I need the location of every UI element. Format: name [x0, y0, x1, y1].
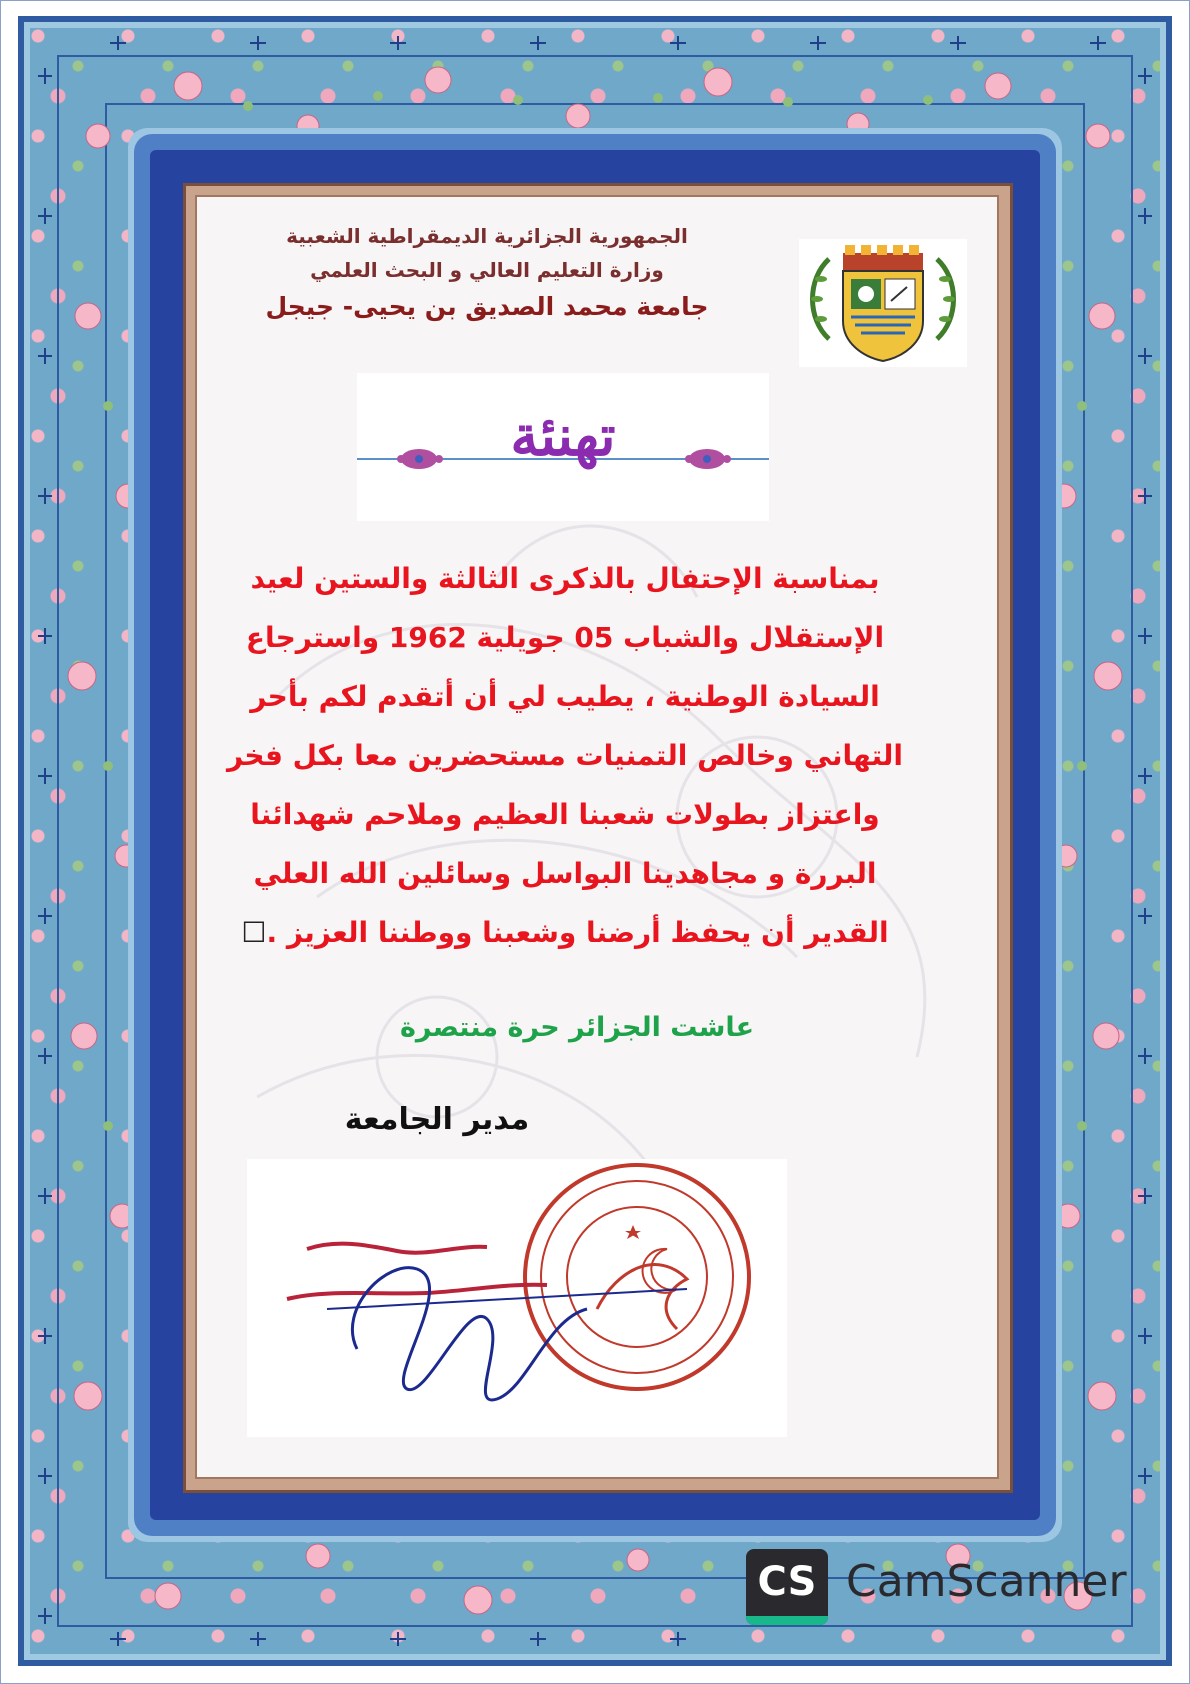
message-line-last	[205, 903, 925, 962]
signer-title: مدير الجامعة	[344, 1102, 530, 1137]
university-crest-icon	[799, 239, 967, 367]
camscanner-badge-bar	[746, 1616, 828, 1625]
message-line: البررة و مجاهدينا البواسل وسائلين الله العلي	[253, 857, 877, 890]
missing-glyph-box: ☐	[241, 916, 267, 949]
official-stamp-icon	[525, 1165, 749, 1389]
message-line-text: القدير أن يحفظ أرضنا وشعبنا ووطننا العزيز .	[266, 916, 889, 949]
camscanner-watermark: CamScanner	[846, 1556, 1127, 1607]
message-line: بمناسبة الإحتفال بالذكرى الثالثة والستين لعيد	[250, 562, 880, 595]
tahnia-banner	[357, 373, 769, 521]
header-block	[237, 219, 737, 327]
message-line: الإستقلال والشباب 05 جويلية 1962 واسترجاع	[245, 621, 885, 654]
signature-area	[247, 1159, 787, 1437]
message-line: التهاني وخالص التمنيات مستحضرين معا بكل فخر	[226, 739, 904, 772]
certificate-panel	[195, 195, 999, 1479]
independence-slogan: عاشت الجزائر حرة منتصرة	[399, 1012, 755, 1043]
signature-icon	[287, 1244, 687, 1400]
camscanner-logo-icon	[746, 1549, 828, 1625]
university-name: جامعة محمد الصديق بن يحيى- جيجل	[265, 292, 709, 321]
message-line: السيادة الوطنية ، يطيب لي أن أتقدم لكم بأحر	[250, 680, 880, 713]
tahnia-heading: تهنئة	[510, 403, 616, 469]
republic-name: الجمهورية الجزائرية الديمقراطية الشعبية	[286, 224, 688, 248]
congratulation-message	[205, 549, 925, 962]
ministry-name: وزارة التعليم العالي و البحث العلمي	[310, 258, 664, 282]
message-line: واعتزاز بطولات شعبنا العظيم وملاحم شهدائنا	[250, 798, 880, 831]
camscanner-badge-text: CS	[757, 1559, 817, 1605]
